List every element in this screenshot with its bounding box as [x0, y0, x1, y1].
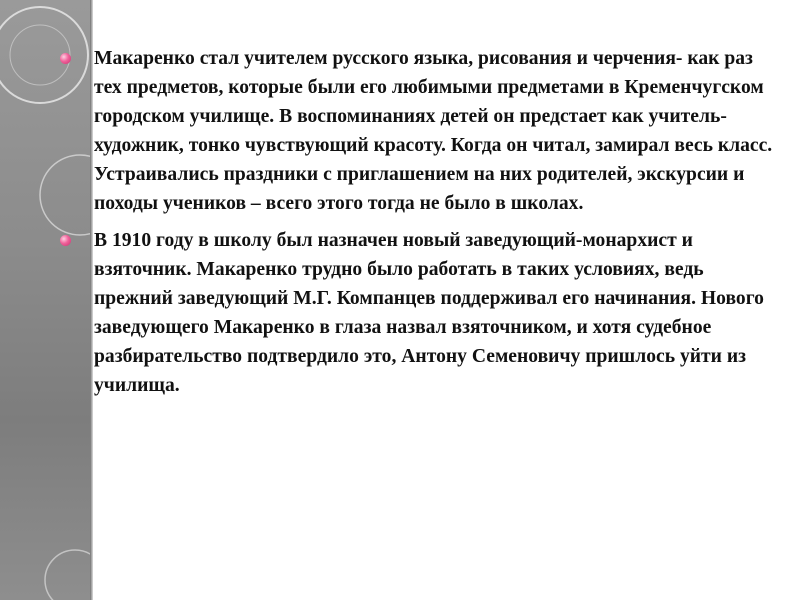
bullet-text: В 1910 году в школу был назначен новый заведующий-монархист и взяточник. Макаренко трудно было работать в таких условиях, ведь прежний заведующий М.Г. Компанцев поддерживал его начинания. Нового заведующего Макаренко в глаза назвал взяточником, и хотя судебное разбирательство подтвердило это, Антону Семеновичу пришлось уйти из училища. — [94, 229, 764, 397]
bullet-text: Макаренко стал учителем русского языка, рисования и черчения- как раз тех предметов, которые были его любимыми предметами в Кременчугском городском училище. В воспоминаниях детей он предстает как учитель-художник, тонко чувствующий красоту. Когда он читал, замирал весь класс. Устраивались праздники с приглашением на них родителей, экскурсии и походы учеников – всего этого тогда не было в школах. — [94, 48, 773, 215]
bullet-item — [60, 44, 775, 219]
bullet-item — [60, 226, 775, 401]
slide-content — [60, 44, 775, 407]
pink-round-bullet-icon — [60, 235, 71, 246]
pink-round-bullet-icon — [60, 53, 71, 64]
